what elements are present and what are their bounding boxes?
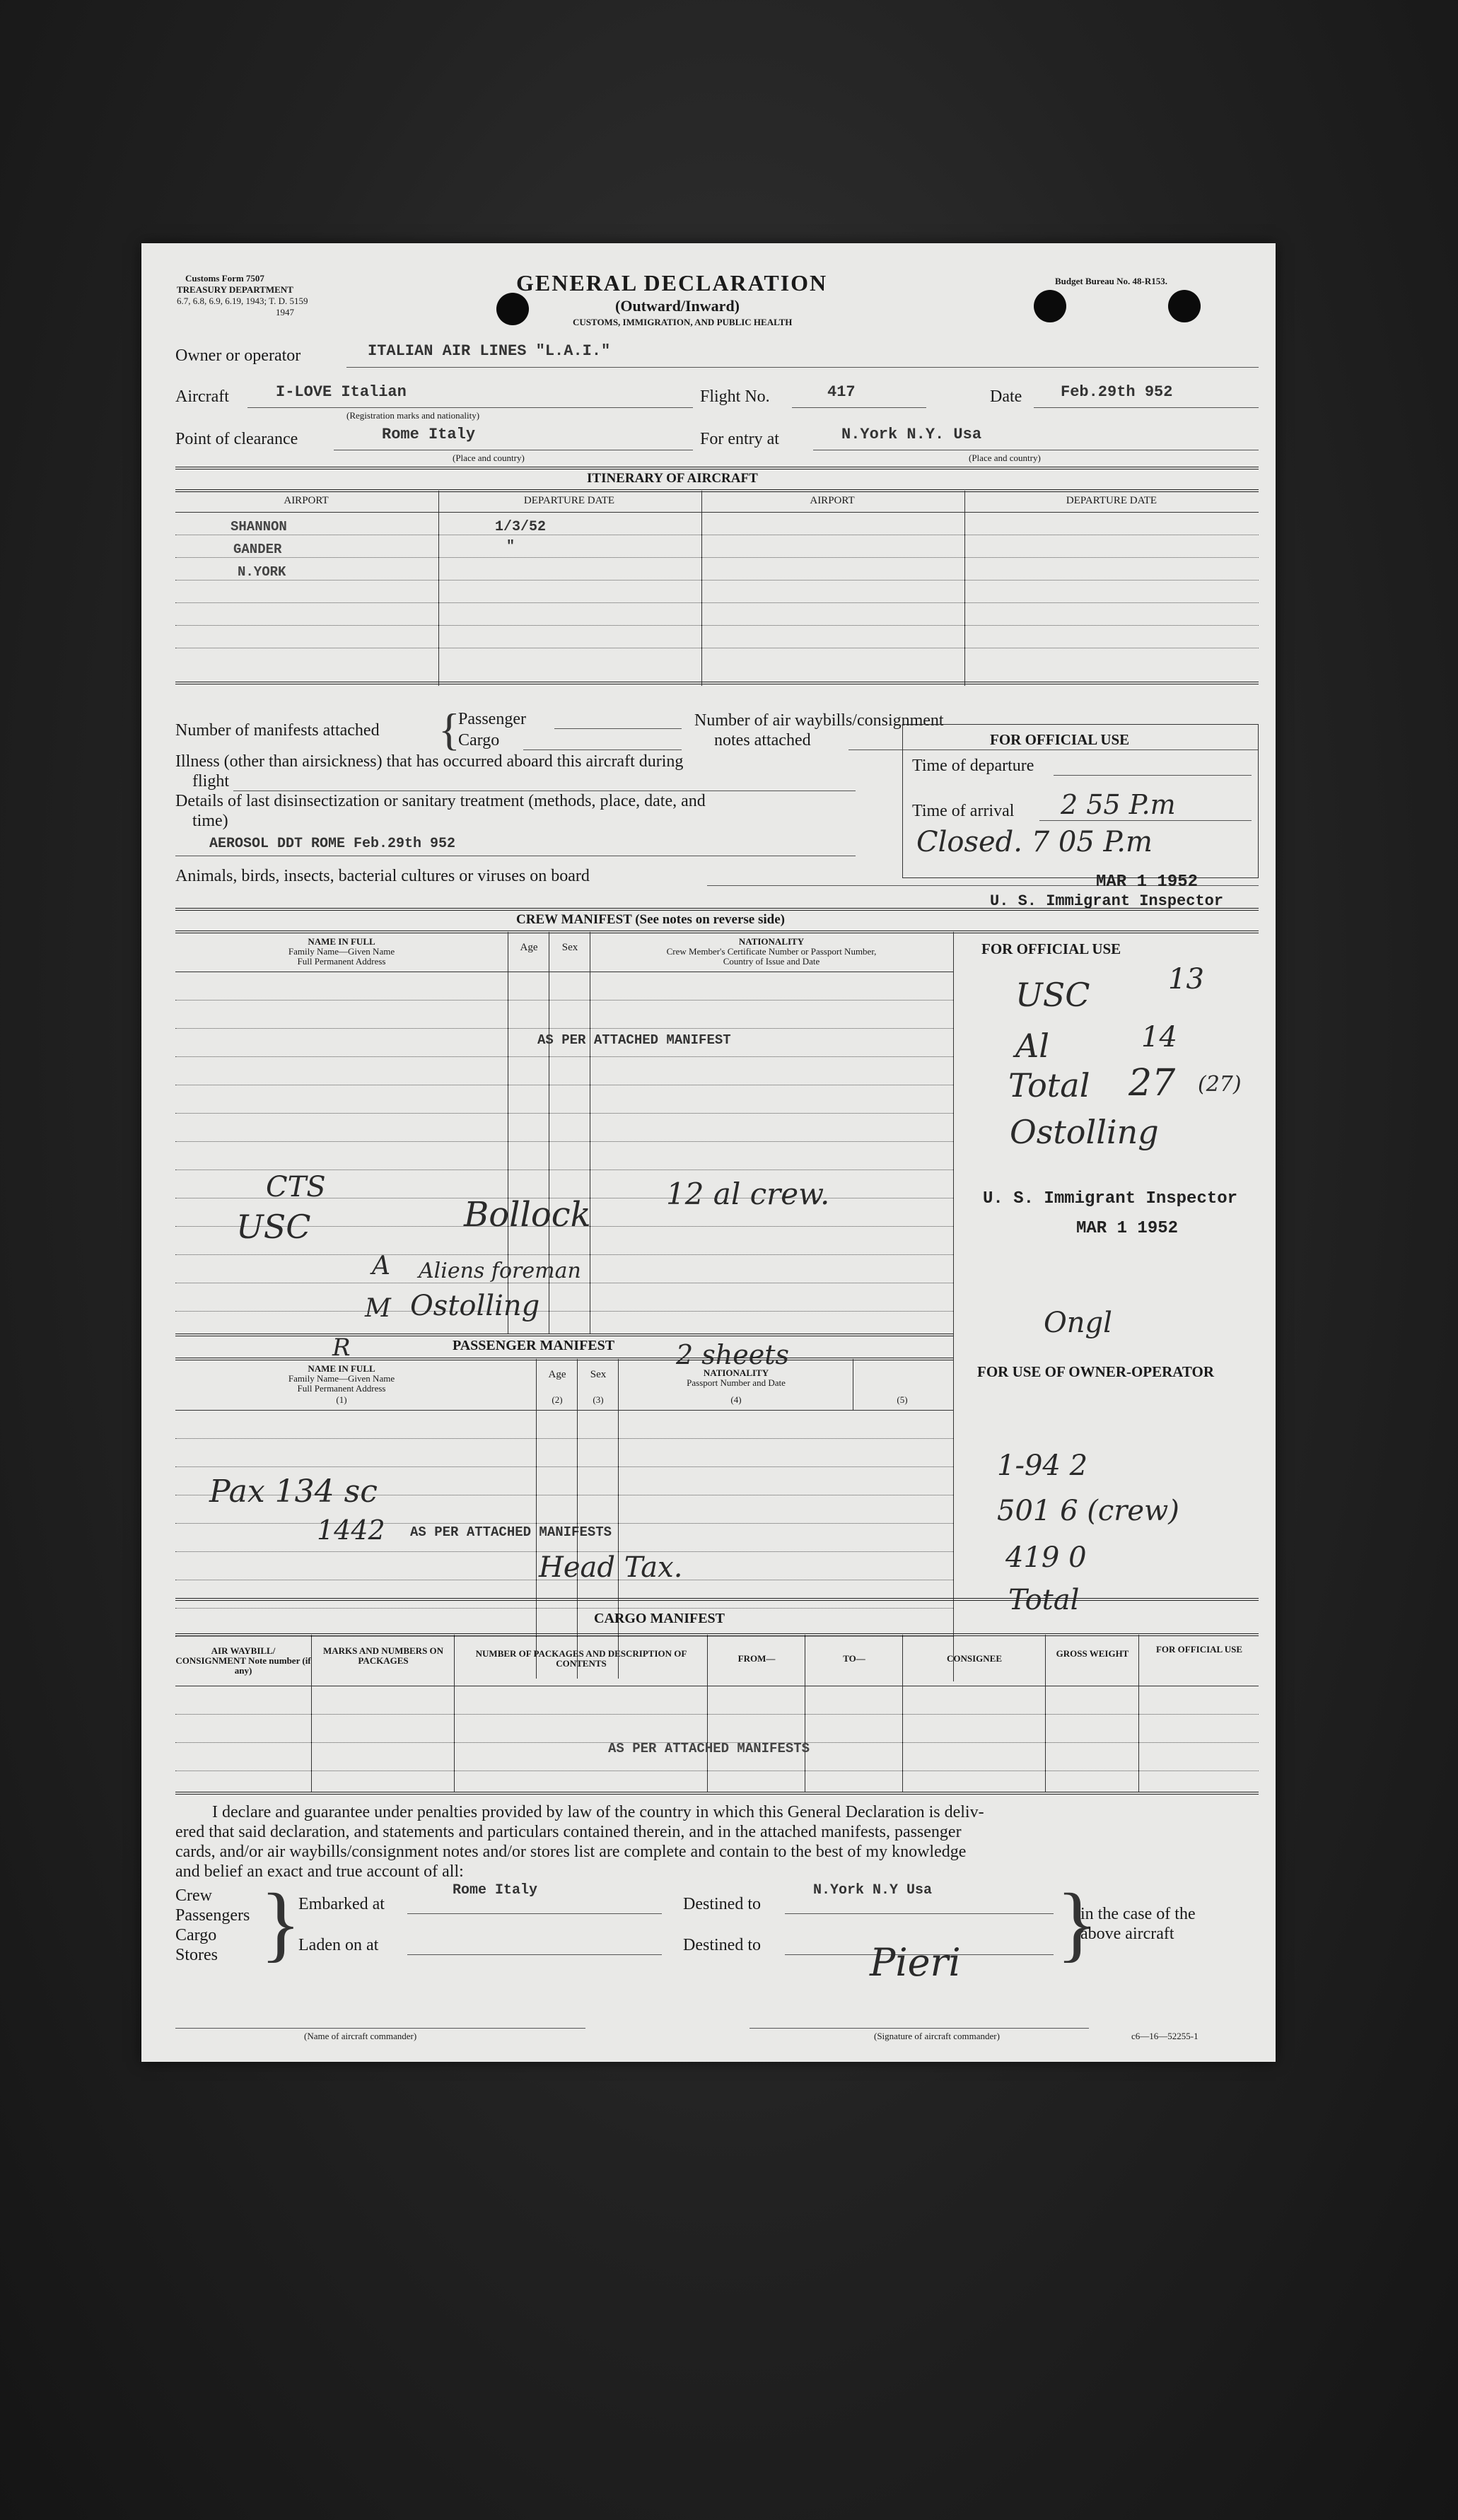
crew-official-use: FOR OFFICIAL USE xyxy=(981,940,1121,957)
pax-col-sex: Sex xyxy=(590,1369,607,1380)
owner-operator-use: FOR USE OF OWNER-OPERATOR xyxy=(977,1363,1215,1380)
crew-col-name-3: Full Permanent Address xyxy=(297,956,386,967)
entry-label: For entry at xyxy=(700,430,779,448)
itinerary-airport-header: AIRPORT xyxy=(284,495,329,506)
tally-al-label: Al xyxy=(1015,1027,1049,1065)
form-subtitle-agencies: CUSTOMS, IMMIGRATION, AND PUBLIC HEALTH xyxy=(573,317,793,327)
itinerary-airport-3: N.YORK xyxy=(238,564,286,580)
crew-title xyxy=(516,912,785,928)
cargo-col-weight: GROSS WEIGHT xyxy=(1056,1648,1129,1659)
crew-col-name-2: Family Name—Given Name xyxy=(288,946,395,957)
waybills-label-2: notes attached xyxy=(714,731,811,749)
itinerary-departure-header-2: DEPARTURE DATE xyxy=(1066,495,1157,506)
embarked-value: Rome Italy xyxy=(453,1882,538,1898)
cargo-typed-note: AS PER ATTACHED MANIFESTS xyxy=(608,1741,810,1756)
arrival-stamp-date: MAR 1 1952 xyxy=(1096,873,1199,892)
entry-note: (Place and country) xyxy=(969,453,1041,463)
declaration-line-2: ered that said declaration, and statements and particulars contained therein, and in the attached manifests, passenger xyxy=(175,1823,962,1841)
itinerary-date-1: 1/3/52 xyxy=(495,519,547,535)
print-code: c6—16—52255-1 xyxy=(1131,2031,1199,2041)
tally-total-note: (27) xyxy=(1198,1072,1242,1097)
pax-col-name: NAME IN FULL xyxy=(308,1363,375,1374)
decl-crew: Crew xyxy=(175,1886,212,1905)
owner-value: ITALIAN AIR LINES "L.A.I." xyxy=(368,342,611,360)
cargo-col-marks: MARKS AND NUMBERS ON PACKAGES xyxy=(322,1645,444,1666)
crew-hand-usc: USC xyxy=(236,1208,311,1246)
disinsect-label: Details of last disinsectization or sanitary treatment (methods, place, date, and xyxy=(175,792,706,810)
aircraft-label: Aircraft xyxy=(175,387,229,406)
itinerary-airport-2: GANDER xyxy=(233,542,282,557)
aircraft-note: (Registration marks and nationality) xyxy=(346,410,480,421)
declaration-line-4: and belief an exact and true account of all: xyxy=(175,1862,464,1881)
clearance-note: (Place and country) xyxy=(453,453,525,463)
laden-label: Laden on at xyxy=(298,1936,379,1954)
punch-hole xyxy=(1168,290,1201,322)
clearance-value: Rome Italy xyxy=(382,426,476,443)
crew-hand-a: A xyxy=(372,1252,390,1281)
commander-name-caption: (Name of aircraft commander) xyxy=(304,2031,417,2041)
tally-usc-number: 13 xyxy=(1168,963,1204,996)
above-aircraft-label: above aircraft xyxy=(1080,1925,1174,1943)
cargo-col-from: FROM— xyxy=(737,1653,776,1664)
crew-hand-m: M xyxy=(365,1294,391,1323)
pax-hand-head-tax: Head Tax. xyxy=(539,1551,683,1584)
crew-hand-initials: Ongl xyxy=(1044,1307,1112,1339)
articles-reference: 6.7, 6.8, 6.9, 6.19, 1943; T. D. 5159 xyxy=(177,296,308,306)
decl-stores: Stores xyxy=(175,1946,218,1964)
brace: } xyxy=(260,1876,301,1970)
crew-hand-signature-2: Ostolling xyxy=(410,1290,540,1322)
pax-col-1: (1) xyxy=(336,1394,347,1405)
destined-label-2: Destined to xyxy=(683,1936,761,1954)
crew-col-sex: Sex xyxy=(561,942,578,953)
crew-col-nationality-3: Country of Issue and Date xyxy=(723,956,820,967)
form-title: GENERAL DECLARATION xyxy=(516,270,828,296)
clearance-label: Point of clearance xyxy=(175,430,298,448)
tally-al-number: 14 xyxy=(1141,1021,1177,1054)
crew-hand-aliens: Aliens foreman xyxy=(419,1259,581,1283)
pax-col-3: (3) xyxy=(593,1394,604,1405)
crew-stamp-inspector: U. S. Immigrant Inspector xyxy=(983,1189,1238,1208)
crew-stamp-date: MAR 1 1952 xyxy=(1076,1219,1179,1238)
disinsect-label-2: time) xyxy=(192,812,228,830)
pax-hand-count: Pax 134 sc xyxy=(209,1474,378,1510)
date-label: Date xyxy=(990,387,1022,406)
cargo-col-packages: NUMBER OF PACKAGES AND DESCRIPTION OF CONTENTS xyxy=(475,1648,687,1669)
pax-typed-note: AS PER ATTACHED MANIFESTS xyxy=(410,1524,612,1540)
disinsect-value: AEROSOL DDT ROME Feb.29th 952 xyxy=(209,836,456,852)
punch-hole xyxy=(496,293,529,325)
tally-total-label: Total xyxy=(1008,1066,1090,1104)
crew-hand-sheets: 2 sheets xyxy=(676,1339,789,1370)
cargo-col-waybill: AIR WAYBILL/ CONSIGNMENT Note number (if any) xyxy=(175,1645,311,1676)
pax-hand-number: 1442 xyxy=(317,1515,385,1546)
entry-value: N.York N.Y. Usa xyxy=(841,426,982,443)
tally-usc-label: USC xyxy=(1015,976,1090,1014)
crew-hand-signature-1: Bollock xyxy=(464,1195,591,1235)
commander-signature-caption: (Signature of aircraft commander) xyxy=(874,2031,1000,2041)
owner-tally-2: 501 6 (crew) xyxy=(997,1495,1179,1527)
crew-subtitle: (See notes on reverse side) xyxy=(635,912,785,927)
passenger-title: PASSENGER MANIFEST xyxy=(453,1338,615,1353)
form-subtitle: (Outward/Inward) xyxy=(615,297,740,315)
arrival-time-label: Time of arrival xyxy=(912,802,1015,820)
pax-col-name-2: Family Name—Given Name xyxy=(288,1373,395,1384)
itinerary-airport-header-2: AIRPORT xyxy=(810,495,855,506)
owner-tally-1: 1-94 2 xyxy=(997,1449,1088,1482)
cargo-label: Cargo xyxy=(458,731,500,749)
flight-label: Flight No. xyxy=(700,387,770,406)
crew-hand-r: R xyxy=(332,1334,351,1362)
pax-col-4: (4) xyxy=(730,1394,742,1405)
pax-col-2: (2) xyxy=(552,1394,563,1405)
form-year: 1947 xyxy=(276,307,294,317)
cargo-col-consignee: CONSIGNEE xyxy=(946,1653,1003,1664)
itinerary-title: ITINERARY OF AIRCRAFT xyxy=(587,471,758,486)
closed-note: Closed. 7 05 P.m xyxy=(916,826,1153,858)
official-use-title: FOR OFFICIAL USE xyxy=(990,731,1130,748)
commander-signature: Pieri xyxy=(870,1940,961,1985)
crew-typed-note: AS PER ATTACHED MANIFEST xyxy=(537,1032,731,1048)
animals-label: Animals, birds, insects, bacterial cultures or viruses on board xyxy=(175,867,590,885)
arrival-time-value: 2 55 P.m xyxy=(1061,789,1176,820)
crew-col-age: Age xyxy=(520,942,538,953)
pax-col-nationality-2: Passport Number and Date xyxy=(687,1377,786,1388)
declaration-line-1: I declare and guarantee under penalties provided by law of the country in which this General Declaration is deliv- xyxy=(212,1803,984,1821)
itinerary-date-2: " xyxy=(506,539,515,555)
itinerary-departure-header: DEPARTURE DATE xyxy=(523,495,615,506)
passenger-label: Passenger xyxy=(458,710,526,728)
budget-bureau-number: Budget Bureau No. 48-R153. xyxy=(1055,276,1168,286)
flight-value: 417 xyxy=(827,383,856,401)
pax-col-name-3: Full Permanent Address xyxy=(297,1383,386,1394)
date-value: Feb.29th 952 xyxy=(1061,383,1173,401)
embarked-label: Embarked at xyxy=(298,1895,385,1913)
brace: } xyxy=(1056,1876,1097,1970)
declaration-line-3: cards, and/or air waybills/consignment notes and/or stores list are complete and contain to the best of my knowledge xyxy=(175,1843,967,1861)
itinerary-airport-1: SHANNON xyxy=(231,519,287,535)
cargo-title: CARGO MANIFEST xyxy=(594,1611,725,1626)
cargo-col-to: TO— xyxy=(843,1653,865,1664)
aircraft-value: I-LOVE Italian xyxy=(276,383,407,401)
tally-signature: Ostolling xyxy=(1010,1113,1159,1151)
crew-title-text: CREW MANIFEST xyxy=(516,912,632,927)
tally-total-number: 27 xyxy=(1129,1062,1176,1104)
owner-tally-total: Total xyxy=(1008,1584,1080,1616)
decl-cargo: Cargo xyxy=(175,1926,217,1944)
arrival-stamp-inspector: U. S. Immigrant Inspector xyxy=(990,892,1224,910)
pax-col-nationality: NATIONALITY xyxy=(703,1367,769,1378)
cargo-col-official: FOR OFFICIAL USE xyxy=(1155,1644,1243,1655)
in-case-label: in the case of the xyxy=(1080,1905,1196,1923)
manifests-attached-label: Number of manifests attached xyxy=(175,721,380,740)
destined-value: N.York N.Y Usa xyxy=(813,1882,933,1898)
illness-label: Illness (other than airsickness) that has occurred aboard this aircraft during xyxy=(175,752,684,771)
owner-tally-3: 419 0 xyxy=(1005,1541,1087,1574)
crew-hand-count: 12 al crew. xyxy=(666,1177,830,1211)
crew-col-name: NAME IN FULL xyxy=(308,936,375,947)
decl-passengers: Passengers xyxy=(175,1906,250,1925)
punch-hole xyxy=(1034,290,1066,322)
destined-label-1: Destined to xyxy=(683,1895,761,1913)
customs-form-number: Customs Form 7507 xyxy=(185,273,264,284)
departure-time-label: Time of departure xyxy=(912,757,1034,775)
crew-hand-cts: CTS xyxy=(266,1171,326,1203)
crew-col-nationality: NATIONALITY xyxy=(738,936,805,947)
treasury-department: TREASURY DEPARTMENT xyxy=(177,284,293,295)
illness-label-2: flight xyxy=(192,772,229,791)
waybills-label: Number of air waybills/consignment xyxy=(694,711,944,730)
declaration-form xyxy=(141,243,1276,2062)
brace: { xyxy=(438,704,460,754)
crew-col-nationality-2: Crew Member's Certificate Number or Passport Number, xyxy=(666,946,877,957)
owner-label: Owner or operator xyxy=(175,346,301,365)
pax-col-age: Age xyxy=(548,1369,566,1380)
pax-col-5: (5) xyxy=(897,1394,908,1405)
